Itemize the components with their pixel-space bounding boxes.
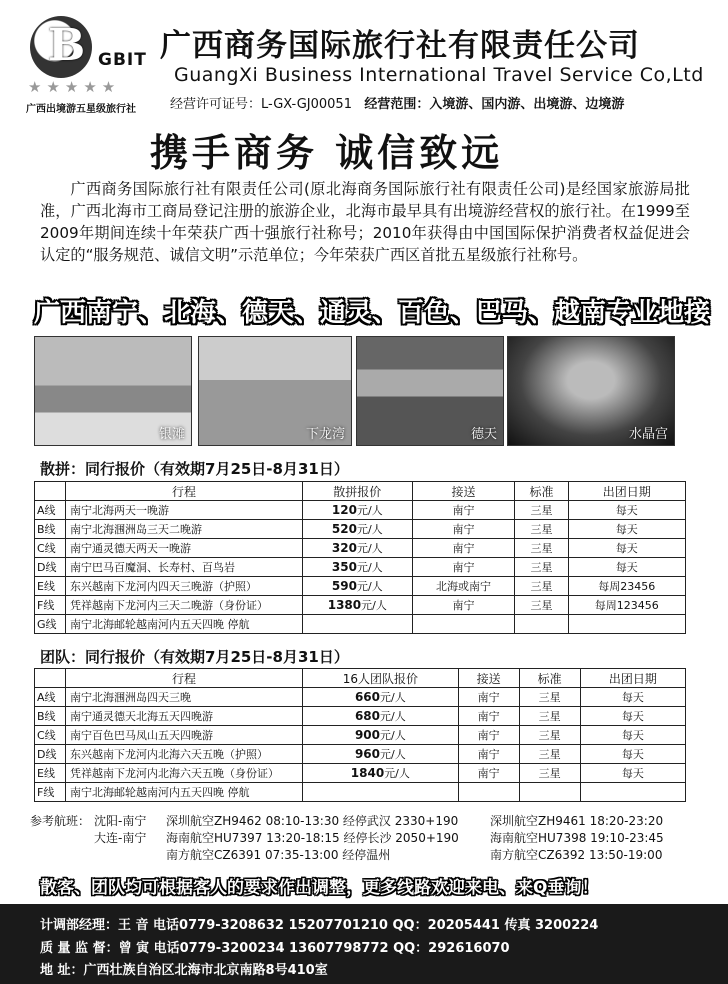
price-cell bbox=[303, 615, 413, 634]
table-row bbox=[35, 520, 686, 539]
flight-info: 深圳航空ZH9461 18:20-23:20 bbox=[490, 814, 664, 828]
route-cell: 南宁北海邮轮越南河内五天四晚 停航 bbox=[66, 783, 303, 802]
standard-cell: 三星 bbox=[519, 707, 580, 726]
route-cell: 南宁北海涠洲岛四天三晚 bbox=[66, 688, 303, 707]
price-value: 900 bbox=[354, 728, 381, 742]
header-cell: 16人团队报价 bbox=[303, 669, 459, 688]
price-unit: 元/人 bbox=[384, 767, 410, 780]
company-name-cn: 广西商务国际旅行社有限责任公司 bbox=[160, 28, 640, 64]
route-cell: 南宁北海邮轮越南河内五天四晚 停航 bbox=[66, 615, 303, 634]
flight-info: 南方航空CZ6391 07:35-13:00 经停温州 bbox=[166, 848, 391, 862]
price-value: 1840 bbox=[350, 766, 385, 780]
transfer-cell bbox=[458, 783, 519, 802]
route-cell: 南宁通灵德天两天一晚游 bbox=[66, 539, 303, 558]
date-cell: 每周23456 bbox=[568, 577, 685, 596]
license-line bbox=[170, 93, 624, 112]
route-cell: 南宁百色巴马凤山五天四晚游 bbox=[66, 726, 303, 745]
photo-halong-bay bbox=[198, 336, 352, 446]
header-cell: 标准 bbox=[515, 482, 568, 501]
photo-detian-waterfall bbox=[356, 336, 504, 446]
price-unit: 元/人 bbox=[356, 542, 383, 555]
price-unit: 元/人 bbox=[380, 729, 406, 742]
photo-crystal-palace bbox=[507, 336, 675, 446]
date-cell: 每天 bbox=[580, 726, 685, 745]
flight-info: 深圳航空ZH9462 08:10-13:30 经停武汉 2330+190 bbox=[166, 814, 459, 828]
date-cell: 每天 bbox=[568, 520, 685, 539]
slogan: 携手商务 诚信致远 bbox=[150, 131, 504, 175]
date-cell: 每天 bbox=[580, 688, 685, 707]
route-cell: 东兴越南下龙河内四天三晚游（护照） bbox=[66, 577, 303, 596]
contact-manager: 计调部经理：王 音 电话0779-3208632 15207701210 QQ：20205441 传真 3200224 bbox=[40, 918, 599, 933]
price-cell bbox=[303, 501, 413, 520]
line-code: E线 bbox=[35, 577, 66, 596]
date-cell: 每天 bbox=[568, 539, 685, 558]
price-cell bbox=[303, 596, 413, 615]
price-value: 350 bbox=[331, 560, 357, 574]
price-cell bbox=[303, 539, 413, 558]
price-unit: 元/人 bbox=[380, 691, 406, 704]
transfer-cell: 北海或南宁 bbox=[412, 577, 515, 596]
price-value: 320 bbox=[331, 541, 357, 555]
transfer-cell: 南宁 bbox=[412, 539, 515, 558]
standard-cell: 三星 bbox=[515, 520, 568, 539]
price-value: 960 bbox=[354, 747, 381, 761]
header-cell: 接送 bbox=[458, 669, 519, 688]
price-cell bbox=[303, 707, 459, 726]
price-unit: 元/人 bbox=[356, 504, 383, 517]
photo-caption: 下龙湾 bbox=[305, 427, 345, 442]
price-unit: 元/人 bbox=[356, 523, 383, 536]
price-unit: 元/人 bbox=[380, 748, 406, 761]
route-cell: 南宁北海涠洲岛三天二晚游 bbox=[66, 520, 303, 539]
flight-route: 沈阳-南宁 bbox=[94, 814, 147, 828]
header-cell bbox=[35, 482, 66, 501]
line-code: E线 bbox=[35, 764, 66, 783]
logo-caption: 广西出境游五星级旅行社 bbox=[26, 104, 136, 115]
route-cell: 南宁通灵德天北海五天四晚游 bbox=[66, 707, 303, 726]
price-unit: 元/人 bbox=[361, 599, 387, 612]
date-cell bbox=[568, 615, 685, 634]
table-row bbox=[35, 615, 686, 634]
price-cell bbox=[303, 726, 459, 745]
scope-label: 经营范围： bbox=[364, 97, 430, 112]
line-code: C线 bbox=[35, 539, 66, 558]
transfer-cell bbox=[412, 615, 515, 634]
table-row bbox=[35, 688, 686, 707]
table-row bbox=[35, 558, 686, 577]
route-cell: 凭祥越南下龙河内三天二晚游（身份证） bbox=[66, 596, 303, 615]
standard-cell: 三星 bbox=[519, 688, 580, 707]
date-cell bbox=[580, 783, 685, 802]
line-code: B线 bbox=[35, 520, 66, 539]
price-cell bbox=[303, 558, 413, 577]
price-unit: 元/人 bbox=[380, 710, 406, 723]
price-cell bbox=[303, 577, 413, 596]
line-code: C线 bbox=[35, 726, 66, 745]
line-code: A线 bbox=[35, 501, 66, 520]
price-unit: 元/人 bbox=[356, 580, 383, 593]
license-label: 经营许可证号： bbox=[170, 97, 262, 112]
scope-value: 入境游、国内游、出境游、边境游 bbox=[429, 97, 625, 112]
standard-cell: 三星 bbox=[519, 726, 580, 745]
transfer-cell: 南宁 bbox=[412, 558, 515, 577]
transfer-cell: 南宁 bbox=[412, 501, 515, 520]
header-cell: 出团日期 bbox=[580, 669, 685, 688]
service-banner: 广西南宁、北海、德天、通灵、百色、巴马、越南专业地接 bbox=[34, 298, 711, 328]
date-cell: 每天 bbox=[580, 764, 685, 783]
table-row bbox=[35, 539, 686, 558]
header-cell: 标准 bbox=[519, 669, 580, 688]
photo-silver-beach bbox=[34, 336, 192, 446]
scattered-price-table bbox=[34, 481, 686, 634]
table-row bbox=[35, 707, 686, 726]
company-intro: 广西商务国际旅行社有限责任公司(原北海商务国际旅行社有限责任公司)是经国家旅游局批准，广西北海市工商局登记注册的旅游企业，北海市最早具有出境游经营权的旅行社。在1999至2009年期间连续十年荣获广西十强旅行社称号；2010年获得由中国国际保护消费者权益促进会认定的“服务规范、诚信文明”示范单位；今年荣获广西区首批五星级旅行社称号。 bbox=[40, 180, 690, 264]
standard-cell: 三星 bbox=[519, 764, 580, 783]
logo-letter: B bbox=[48, 20, 86, 71]
date-cell: 每天 bbox=[568, 501, 685, 520]
header-cell: 行程 bbox=[66, 482, 303, 501]
date-cell: 每天 bbox=[580, 745, 685, 764]
date-cell: 每周123456 bbox=[568, 596, 685, 615]
flight-info: 南方航空CZ6392 13:50-19:00 bbox=[490, 848, 663, 862]
price-cell bbox=[303, 520, 413, 539]
standard-cell: 三星 bbox=[515, 577, 568, 596]
price-cell bbox=[303, 783, 459, 802]
table-row bbox=[35, 783, 686, 802]
flights-label: 参考航班： bbox=[30, 814, 91, 828]
table-row bbox=[35, 764, 686, 783]
standard-cell bbox=[519, 783, 580, 802]
table-row bbox=[35, 726, 686, 745]
table-header-row bbox=[35, 669, 686, 688]
line-code: D线 bbox=[35, 558, 66, 577]
transfer-cell: 南宁 bbox=[458, 688, 519, 707]
line-code: F线 bbox=[35, 596, 66, 615]
route-cell: 凭祥越南下龙河内北海六天五晚（身份证） bbox=[66, 764, 303, 783]
transfer-cell: 南宁 bbox=[458, 764, 519, 783]
contact-quality: 质 量 监 督：曾 寅 电话0779-3200234 13607798772 QQ：292616070 bbox=[40, 941, 510, 956]
line-code: A线 bbox=[35, 688, 66, 707]
standard-cell: 三星 bbox=[519, 745, 580, 764]
transfer-cell: 南宁 bbox=[412, 596, 515, 615]
date-cell: 每天 bbox=[580, 707, 685, 726]
license-value: L-GX-GJ00051 bbox=[261, 97, 352, 112]
flight-route: 大连-南宁 bbox=[94, 831, 147, 845]
header-cell: 接送 bbox=[412, 482, 515, 501]
photo-caption: 银滩 bbox=[158, 427, 185, 442]
transfer-cell: 南宁 bbox=[412, 520, 515, 539]
photo-caption: 德天 bbox=[470, 427, 497, 442]
price-value: 680 bbox=[354, 709, 381, 723]
line-code: F线 bbox=[35, 783, 66, 802]
header-cell: 出团日期 bbox=[568, 482, 685, 501]
price-value: 120 bbox=[331, 503, 357, 517]
price-cell bbox=[303, 745, 459, 764]
flight-info: 海南航空HU7398 19:10-23:45 bbox=[490, 831, 664, 845]
adjust-note: 散客、团队均可根据客人的要求作出调整，更多线路欢迎来电、来Q垂询！ bbox=[40, 878, 599, 898]
contact-address: 地 址：广西壮族自治区北海市北京南路8号410室 bbox=[40, 963, 328, 978]
standard-cell: 三星 bbox=[515, 539, 568, 558]
price-cell bbox=[303, 764, 459, 783]
contact-footer bbox=[0, 904, 728, 984]
flight-info: 海南航空HU7397 13:20-18:15 经停长沙 2050+190 bbox=[166, 831, 459, 845]
scattered-price-title: 散拼：同行报价（有效期7月25日-8月31日） bbox=[40, 460, 349, 478]
logo-code: GBIT bbox=[98, 50, 147, 70]
header-cell bbox=[35, 669, 66, 688]
standard-cell bbox=[515, 615, 568, 634]
table-header-row bbox=[35, 482, 686, 501]
table-row bbox=[35, 596, 686, 615]
table-row bbox=[35, 745, 686, 764]
photo-caption: 水晶宫 bbox=[628, 427, 668, 442]
price-unit: 元/人 bbox=[356, 561, 383, 574]
transfer-cell: 南宁 bbox=[458, 745, 519, 764]
price-cell bbox=[303, 688, 459, 707]
table-row bbox=[35, 501, 686, 520]
date-cell: 每天 bbox=[568, 558, 685, 577]
table-row bbox=[35, 577, 686, 596]
group-price-table bbox=[34, 668, 686, 802]
route-cell: 南宁巴马百魔洞、长寿村、百鸟岩 bbox=[66, 558, 303, 577]
standard-cell: 三星 bbox=[515, 558, 568, 577]
price-value: 1380 bbox=[327, 598, 362, 612]
price-value: 590 bbox=[331, 579, 357, 593]
standard-cell: 三星 bbox=[515, 596, 568, 615]
line-code: B线 bbox=[35, 707, 66, 726]
transfer-cell: 南宁 bbox=[458, 707, 519, 726]
transfer-cell: 南宁 bbox=[458, 726, 519, 745]
group-price-title: 团队：同行报价（有效期7月25日-8月31日） bbox=[40, 648, 349, 666]
route-cell: 南宁北海两天一晚游 bbox=[66, 501, 303, 520]
route-cell: 东兴越南下龙河内北海六天五晚（护照） bbox=[66, 745, 303, 764]
company-logo bbox=[26, 14, 146, 114]
line-code: G线 bbox=[35, 615, 66, 634]
price-value: 660 bbox=[354, 690, 381, 704]
company-name-en: GuangXi Business International Travel Service Co,Ltd bbox=[174, 64, 704, 86]
standard-cell: 三星 bbox=[515, 501, 568, 520]
price-value: 520 bbox=[331, 522, 357, 536]
header-cell: 行程 bbox=[66, 669, 303, 688]
header-cell: 散拼报价 bbox=[303, 482, 413, 501]
line-code: D线 bbox=[35, 745, 66, 764]
star-icons: ★★★★★ bbox=[28, 78, 121, 96]
